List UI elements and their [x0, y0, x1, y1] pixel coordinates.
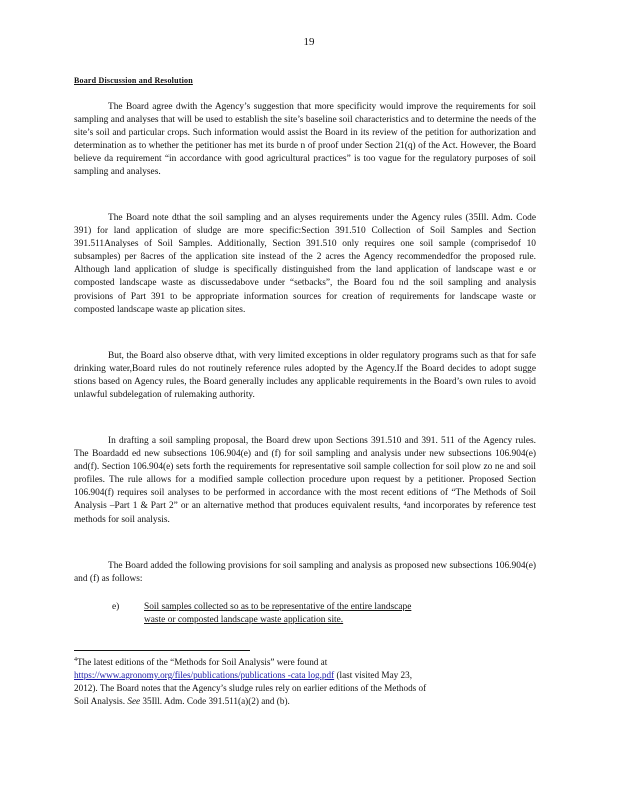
subsection-line-2: waste or composted landscape waste application site. — [144, 615, 344, 625]
subsection-line-1: Soil samples collected so as to be representative of the entire landscape — [144, 602, 412, 612]
footnote-after-link: (last visited May 23, — [334, 670, 413, 680]
footnote-link[interactable]: https://www.agronomy.org/files/publications/publications -cata log.pdf — [74, 670, 335, 680]
page-number: 19 — [303, 36, 315, 48]
paragraph-5: The Board added the following provisions for soil sampling and analysis as proposed new subsections 106.904(e) and (f) as follows: — [74, 561, 536, 585]
footnote-divider — [74, 650, 250, 651]
section-heading: Board Discussion and Resolution — [74, 76, 193, 85]
paragraph-2: The Board note dthat the soil sampling and an alyses requirements under the Agency rules (35Ill. Adm. Code 391) for land application of sludge are more specific:Section 391.510 Collection of Soil Samples and Section 391.511Analyses of Soil Samples. Additionally, Section 391.510 only requires one soil sample (comprisedof 10 subsamples) per 8acres of the application site instead of the 2 acres the Agency recommendedfor the proposed rule. Although land application of sludge is specifically distinguished from the land application of landscape wast e or composted landscape waste as discussedabove under “setbacks”, the Board fou nd the soil sampling and analysis provisions of Part 391 to be appropriate information sources for creation of requirements for landscape waste or composted landscape waste ap plication sites. — [74, 213, 536, 315]
paragraph-1: The Board agree dwith the Agency’s suggestion that more specificity would improve the requirements for soil sampling and analyses that will be used to establish the site’s baseline soil characteristics and to determine the needs of the site’s soil and particular crops. Such information would assist the Board in its review of the petition for authorization and determination as to whether the petitioner has met its burde n of proof under Section 21(q) of the Act. However, the Board believe da requirement “in accordance with good agricultural practices” is too vague for the regulatory purposes of soil sampling and analyses. — [74, 102, 536, 178]
paragraph-4: In drafting a soil sampling proposal, the Board drew upon Sections 391.510 and 391. 511 of the Agency rules. The Boardadd ed new subsections 106.904(e) and (f) for soil sampling and analysis under new subsections 106.904(e) and(f). Section 106.904(e) sets forth the requirements for representative soil sample collection for soil plow zo ne and soil profiles. The rule allows for a modified sample collection procedure upon request by a petitioner. Proposed Section 106.904(f) requires soil analyses to be performed in accordance with the most recent editions of “The Methods of Soil Analysis –Part 1 & Part 2” or an alternative method that produces equivalent results, ⁴and incorporates by reference test methods for soil analysis. — [74, 436, 536, 525]
proposed-subsection-e — [112, 601, 492, 627]
footnote-see: See — [127, 696, 141, 706]
footnote-marker: 4 — [74, 656, 77, 663]
footnote-line-4: Soil Analysis. See 35Ill. Adm. Code 391.511(a)(2) and (b). — [74, 696, 290, 706]
footnote-line-3: 2012). The Board notes that the Agency’s sludge rules rely on earlier editions of the Methods of — [74, 683, 427, 693]
footnote-line-1: $^4$The latest editions of the “Methods for Soil Analysis” were found at — [74, 656, 328, 667]
subsection-label: e) — [112, 602, 120, 612]
footnote-line-2 — [74, 669, 536, 682]
footnote — [74, 656, 536, 708]
paragraph-3: But, the Board also observe dthat, with very limited exceptions in older regulatory programs such as that for safe drinking water,Board rules do not routinely reference rules adopted by the Agency.If the Board decides to adopt sugge stions based on Agency rules, the Board generally includes any applicable requirements in the Board’s own rules to avoid unlawful subdelegation of rulemaking authority. — [74, 351, 536, 401]
